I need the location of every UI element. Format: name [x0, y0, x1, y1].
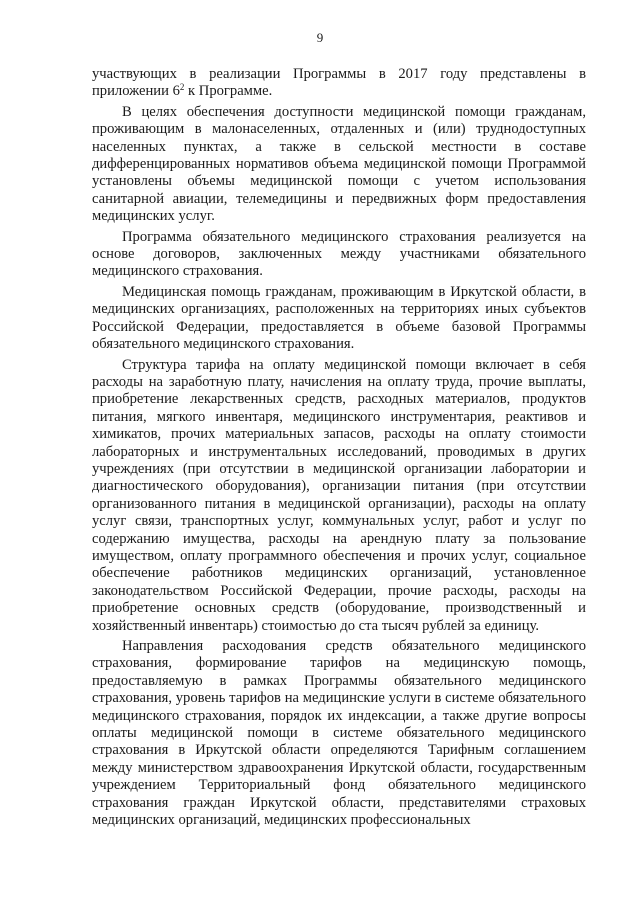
page-number: 9	[316, 30, 324, 45]
paragraph-2: В целях обеспечения доступности медицинской помощи гражданам, проживающим в малонаселенных, отдаленных и (или) труднодоступных населенных пунктах, а также в сельской местности в составе дифференцированных нормативов объема медицинской помощи Программой установлены объемы медицинской помощи с учетом использования санитарной авиации, телемедицины и передвижных форм предоставления медицинских услуг.	[92, 103, 586, 225]
paragraph-6: Направления расходования средств обязательного медицинского страхования, формирование тарифов на медицинскую помощь, предоставляемую в рамках Программы обязательного медицинского страхования, уровень тарифов на медицинские услуги в системе обязательного медицинского страхования, порядок их индексации, а также другие вопросы оплаты медицинской помощи в системе обязательного медицинского страхования в Иркутской области определяются Тарифным соглашением между министерством здравоохранения Иркутской области, государственным учреждением Территориальный фонд обязательного медицинского страхования граждан Иркутской области, представителями страховых медицинских организаций, медицинских профессиональных	[92, 638, 586, 829]
superscript: 2	[179, 82, 185, 93]
paragraph-4: Медицинская помощь гражданам, проживающим в Иркутской области, в медицинских организациях, расположенных на территориях иных субъектов Российской Федерации, предоставляется в объеме базовой Программы обязательного медицинского страхования.	[92, 283, 586, 353]
body-text	[92, 66, 586, 829]
paragraph-5: Структура тарифа на оплату медицинской помощи включает в себя расходы на заработную плату, начисления на оплату труда, прочие выплаты, приобретение лекарственных средств, расходных материалов, продуктов питания, мягкого инвентаря, медицинского инструментария, реактивов и химикатов, прочих материальных запасов, расходы на оплату стоимости лабораторных и инструментальных исследований, проводимых в других учреждениях (при отсутствии в медицинской организации лаборатории и диагностического оборудования), организации питания (при отсутствии организованного питания в медицинской организации), расходы на оплату услуг связи, транспортных услуг, коммунальных услуг, работ и услуг по содержанию имущества, расходы на арендную плату за пользование имуществом, оплату программного обеспечения и прочих услуг, социальное обеспечение работников медицинских организаций, установленное законодательством Российской Федерации, прочие расходы, расходы на приобретение основных средств (оборудование, производственный и хозяйственный инвентарь) стоимостью до ста тысяч рублей за единицу.	[92, 356, 586, 634]
paragraph-3: Программа обязательного медицинского страхования реализуется на основе договоров, заключенных между участниками обязательного медицинского страхования.	[92, 228, 586, 280]
paragraph-1: участвующих в реализации Программы в 2017 году представлены в приложении $6^2$ к Программе.	[92, 66, 586, 100]
